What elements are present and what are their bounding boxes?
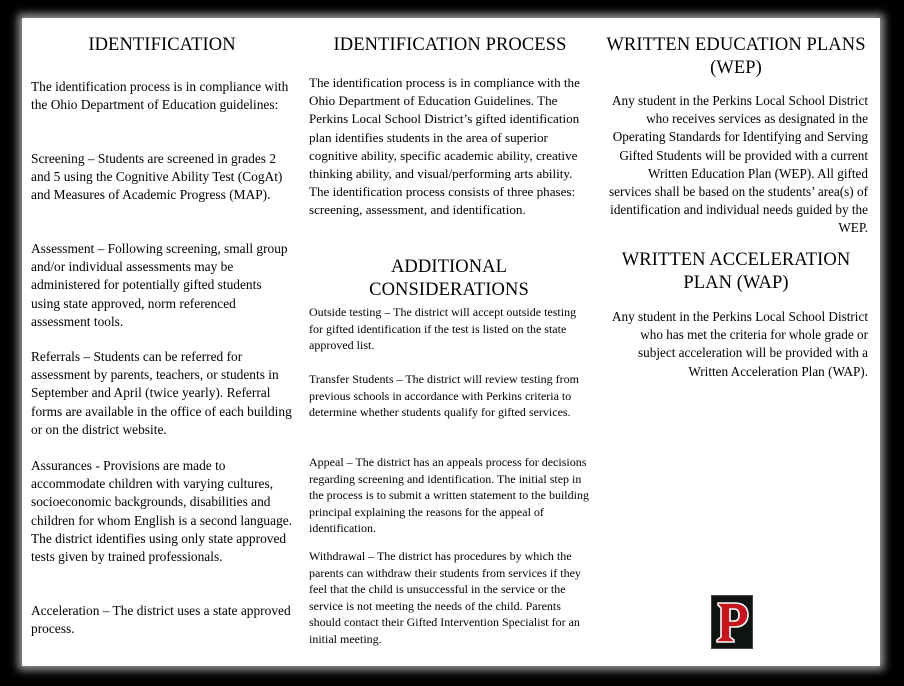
brochure-page bbox=[22, 18, 880, 666]
transfer-students-paragraph: Transfer Students – The district will review testing from previous schools in accordance with Perkins criteria to determine whether students qualify for gifted services. bbox=[309, 372, 579, 420]
assessment-paragraph: Assessment – Following screening, small group and/or individual assessments may be administered for potentially gifted students using state approved, norm referenced assessment tools. bbox=[31, 241, 288, 329]
identification-process-heading: IDENTIFICATION PROCESS bbox=[333, 35, 567, 55]
additional-considerations-heading: ADDITIONAL CONSIDERATIONS bbox=[369, 257, 529, 300]
wep-heading: WRITTEN EDUCATION PLANS (WEP) bbox=[606, 35, 866, 78]
process-paragraph: The identification process is in compliance with the Ohio Department of Education Guidelines. The Perkins Local School District’s gifted identification plan identifies students in the area of superior cognitive ability, specific academic ability, creative thinking ability, and visual/performing arts ability. The identification process consists of three phases: screening, assessment, and identification. bbox=[309, 75, 580, 218]
acceleration-paragraph: Acceleration – The district uses a state approved process. bbox=[31, 603, 291, 637]
wap-heading: WRITTEN ACCELERATION PLAN (WAP) bbox=[621, 250, 851, 293]
assurances-paragraph: Assurances - Provisions are made to accommodate children with varying cultures, socioeconomic backgrounds, disabilities and children for whom English is a second language. The district identifies using only state approved tests given by trained professionals. bbox=[31, 458, 293, 565]
wap-paragraph: Any student in the Perkins Local School District who has met the criteria for whole grade or subject acceleration will be provided with a Written Acceleration Plan (WAP). bbox=[611, 309, 868, 379]
referrals-paragraph: Referrals – Students can be referred for assessment by parents, teachers, or students in September and April (twice yearly). Referral forms are available in the office of each building or on the district website. bbox=[31, 349, 292, 437]
perkins-logo bbox=[711, 595, 753, 649]
screening-paragraph: Screening – Students are screened in grades 2 and 5 using the Cognitive Ability Test (CogAt) and Measures of Academic Progress (MAP). bbox=[31, 151, 283, 203]
wep-paragraph: Any student in the Perkins Local School District who receives services as designated in the Operating Standards for Identifying and Serving Gifted Students will be provided with a current Written Education Plan (WEP). All gifted services shall be based on the students’ area(s) of identification and individual needs guided by the WEP. bbox=[608, 93, 868, 236]
outside-testing-paragraph: Outside testing – The district will accept outside testing for gifted identification if the test is listed on the state approved list. bbox=[309, 305, 577, 353]
perkins-p-logo-icon bbox=[713, 597, 751, 647]
identification-heading: IDENTIFICATION bbox=[88, 35, 236, 55]
appeal-paragraph: Appeal – The district has an appeals process for decisions regarding screening and identification. The initial step in the process is to submit a written statement to the building principal explaining the reasons for the appeal of identification. bbox=[309, 455, 589, 536]
identification-intro: The identification process is in compliance with the Ohio Department of Education guidelines: bbox=[31, 79, 289, 113]
withdrawal-paragraph: Withdrawal – The district has procedures by which the parents can withdraw their students from services if they feel that the child is unsuccessful in the service or the service is not meeting the needs of the child. Parents should contact their Gifted Intervention Specialist for an initial meeting. bbox=[309, 549, 581, 646]
